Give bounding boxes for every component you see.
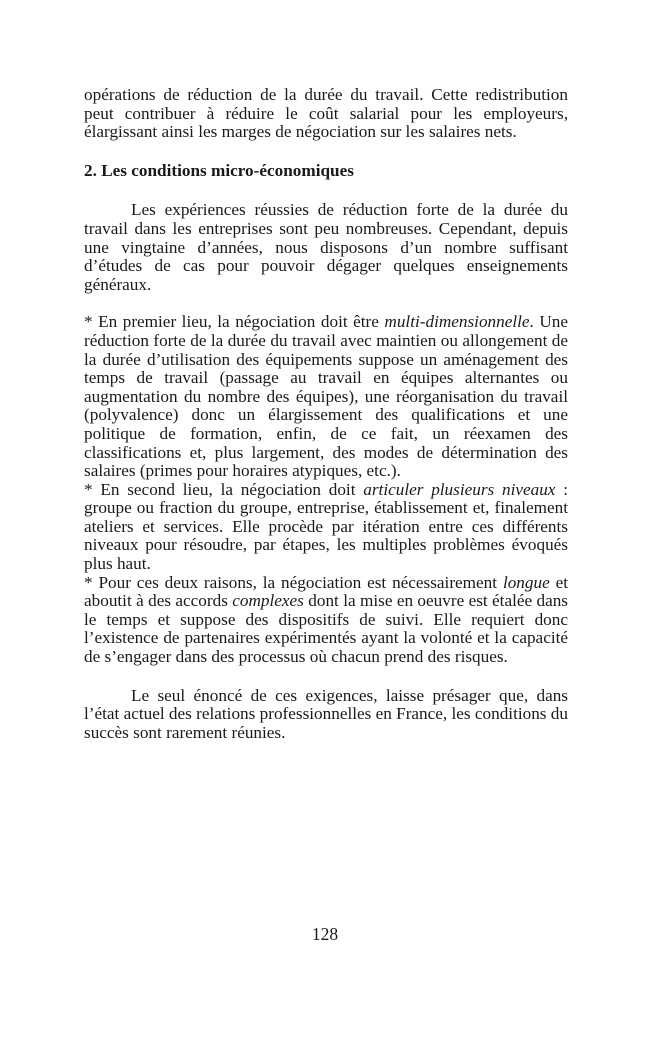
bullet-point-2 (84, 481, 568, 574)
page-body (84, 86, 568, 742)
bullet-1-emphasis: multi-dimensionnelle (384, 312, 530, 332)
section-heading: 2. Les conditions micro-économiques (84, 160, 354, 180)
bullet-2-lead: * En second lieu, la négociation doit (84, 479, 364, 499)
bullet-2-emphasis: articuler plusieurs niveaux (363, 479, 556, 499)
bullet-1-rest: . Une réduction forte de la durée du travail avec maintien ou allongement de la durée d’utilisation des équipements suppose un aménagement des temps de travail (passage au travail en équipes alternantes ou augmentation du nombre des équipes), une réorganisation du travail (polyvalence) donc un élargissement des qualifications et une politique de formation, enfin, de ce fait, un réexamen des classifications et, plus largement, des modes de détermination des salaires (primes pour horaires atypiques, etc.). (84, 312, 568, 481)
bullet-point-1 (84, 313, 568, 480)
bullet-3-rest: dont la mise en oeuvre est étalée dans le temps et suppose des dispositifs de suivi. Elle requiert donc l’existence de partenaires expérimentés ayant la volonté et la capacité de s’engager dans des processus où chacun prend des risques. (84, 591, 569, 667)
bullet-3-emphasis-1: longue (502, 572, 550, 592)
page-number: 128 (311, 924, 339, 944)
bullet-2-rest: : groupe ou fraction du groupe, entreprise, établissement et, finalement ateliers et services. Elle procède par itération entre ces différents niveaux pour résoudre, par étapes, les multiples problèmes évoqués plus haut. (84, 479, 569, 574)
paragraph-context: Les expériences réussies de réduction forte de la durée du travail dans les entreprises sont peu nombreuses. Cependant, depuis une vingtaine d’années, nous disposons d’un nombre suffisant d’études de cas pour pouvoir dégager quelques enseignements généraux. (84, 200, 568, 294)
bullet-3-lead: * Pour ces deux raisons, la négociation est nécessairement (84, 572, 503, 592)
paragraph-conclusion: Le seul énoncé de ces exigences, laisse présager que, dans l’état actuel des relations professionnelles en France, les conditions du succès sont rarement réunies. (84, 685, 568, 742)
bullet-3-mid: et aboutit à des accords (84, 572, 568, 611)
bullet-3-emphasis-2: complexes (232, 591, 304, 611)
bullet-1-lead: * En premier lieu, la négociation doit être (84, 312, 385, 332)
paragraph-intro: opérations de réduction de la durée du travail. Cette redistribution peut contribuer à réduire le coût salarial pour les employeurs, élargissant ainsi les marges de négociation sur les salaires nets. (84, 85, 568, 142)
bullet-point-3 (84, 574, 568, 667)
